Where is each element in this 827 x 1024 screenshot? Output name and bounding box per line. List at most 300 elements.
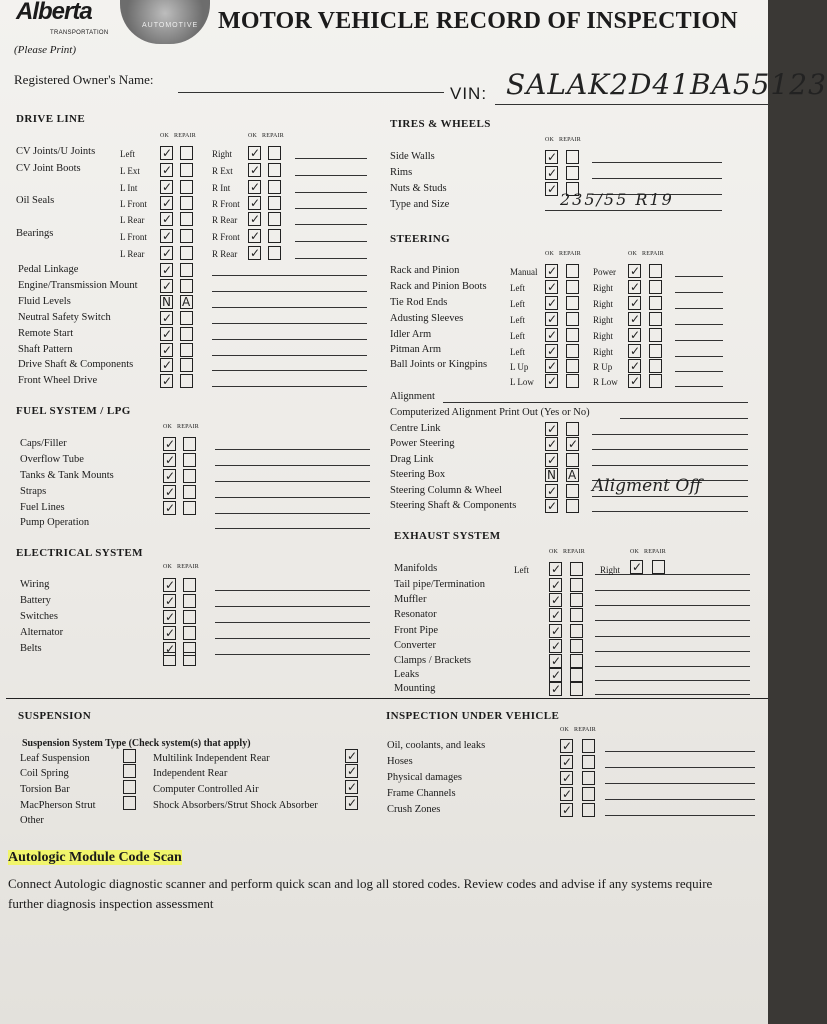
steering-ok-right[interactable] (628, 296, 641, 310)
steering-repair-left[interactable] (566, 328, 579, 342)
steering-ok-left[interactable] (545, 374, 558, 388)
check-mark: ✓ (250, 180, 261, 194)
fuel-ok[interactable] (163, 453, 176, 467)
suspension-title: SUSPENSION (18, 710, 92, 722)
drive-line-ok-right[interactable] (248, 163, 261, 177)
exhaust-notes[interactable] (595, 680, 750, 681)
tires-repair[interactable] (566, 166, 579, 180)
exhaust-repair-right[interactable] (652, 560, 665, 574)
check-mark: ✓ (162, 246, 173, 260)
steering-notes[interactable] (675, 324, 723, 325)
tires-notes[interactable] (592, 178, 722, 179)
check-mark: ✓ (165, 469, 176, 483)
steering-repair-left[interactable] (566, 312, 579, 326)
exhaust-repair[interactable] (570, 668, 583, 682)
under-vehicle-repair[interactable] (582, 787, 595, 801)
logo-text: Alberta (16, 0, 92, 25)
under-vehicle-title: INSPECTION UNDER VEHICLE (386, 710, 560, 722)
drive-line-repair[interactable] (180, 358, 193, 372)
drive-line-notes[interactable] (212, 291, 367, 292)
drive-line-notes[interactable] (212, 307, 367, 308)
drive-line-ok-left[interactable] (160, 163, 173, 177)
steering-repair-right[interactable] (649, 312, 662, 326)
row-label: Steering Column & Wheel (390, 485, 503, 496)
electrical-notes[interactable] (215, 622, 370, 623)
row-label: Oil, coolants, and leaks (387, 740, 486, 751)
drive-line-repair-left[interactable] (180, 229, 193, 243)
check-mark: ✓ (562, 739, 573, 753)
tires-notes[interactable] (592, 162, 722, 163)
repair-column-header: REPAIR (574, 727, 596, 733)
steering-ok[interactable] (545, 422, 558, 436)
drive-line-notes[interactable] (295, 258, 367, 259)
side-label-left: L Int (120, 183, 138, 193)
row-label: Neutral Safety Switch (18, 312, 111, 323)
drive-line-notes[interactable] (212, 323, 367, 324)
side-label-right: Power (593, 267, 616, 277)
drive-line-repair-left[interactable] (180, 196, 193, 210)
drive-line-notes[interactable] (295, 224, 367, 225)
check-mark: ✓ (547, 374, 558, 388)
fuel-ok[interactable] (163, 485, 176, 499)
exhaust-ok[interactable] (549, 578, 562, 592)
steering-repair-right[interactable] (649, 280, 662, 294)
vin-value[interactable]: SALAK2D41BA55123 (506, 68, 827, 101)
fuel-ok[interactable] (163, 501, 176, 515)
fluid-levels-repair[interactable] (180, 295, 193, 309)
drive-line-ok-right[interactable] (248, 196, 261, 210)
exhaust-repair[interactable] (570, 578, 583, 592)
drive-line-ok-left[interactable] (160, 229, 173, 243)
check-mark: ✓ (250, 212, 261, 226)
fuel-repair[interactable] (183, 485, 196, 499)
autologic-title-text: Autologic Module Code Scan (8, 850, 182, 865)
exhaust-ok[interactable] (549, 654, 562, 668)
drive-line-notes[interactable] (295, 241, 367, 242)
row-label: Fluid Levels (18, 296, 71, 307)
steering-ok-right[interactable] (628, 280, 641, 294)
under-vehicle-ok[interactable] (560, 755, 573, 769)
electrical-title: ELECTRICAL SYSTEM (16, 547, 143, 559)
check-mark: ✓ (547, 296, 558, 310)
ok-column-header: OK (160, 133, 170, 139)
tires-repair[interactable] (566, 150, 579, 164)
steering-box-ok[interactable] (545, 468, 558, 482)
drive-line-notes[interactable] (212, 355, 367, 356)
drive-line-notes[interactable] (212, 339, 367, 340)
alberta-logo (10, 0, 115, 42)
exhaust-repair[interactable] (570, 593, 583, 607)
owner-input-line[interactable] (178, 92, 444, 93)
drive-line-ok[interactable] (160, 374, 173, 388)
tires-ok[interactable] (545, 150, 558, 164)
check-mark: ✓ (165, 610, 176, 624)
under-vehicle-ok[interactable] (560, 739, 573, 753)
electrical-repair[interactable] (183, 652, 196, 666)
row-label: Tail pipe/Termination (394, 579, 485, 590)
exhaust-ok[interactable] (549, 624, 562, 638)
drive-line-repair-right[interactable] (268, 180, 281, 194)
drive-line-repair-left[interactable] (180, 163, 193, 177)
autologic-title (8, 850, 182, 866)
row-label: Frame Channels (387, 788, 456, 799)
steering-notes[interactable] (675, 356, 723, 357)
suspension-type-label: Suspension System Type (Check system(s) that apply) (22, 738, 251, 749)
steering-ok-left[interactable] (545, 280, 558, 294)
drive-line-ok-left[interactable] (160, 180, 173, 194)
steering-ok-left[interactable] (545, 344, 558, 358)
row-label: Crush Zones (387, 804, 441, 815)
exhaust-ok-right[interactable] (630, 560, 643, 574)
electrical-repair[interactable] (183, 578, 196, 592)
steering-repair[interactable] (566, 453, 579, 467)
section-divider (6, 698, 768, 699)
steering-ok-right[interactable] (628, 312, 641, 326)
row-label: Battery (20, 595, 51, 606)
drive-line-notes[interactable] (295, 192, 367, 193)
under-vehicle-notes[interactable] (605, 767, 755, 768)
side-label-left: Left (510, 315, 525, 325)
check-mark: ✓ (162, 180, 173, 194)
drive-line-ok[interactable] (160, 358, 173, 372)
drive-line-notes[interactable] (212, 386, 367, 387)
drive-line-ok-right[interactable] (248, 180, 261, 194)
exhaust-repair[interactable] (570, 562, 583, 576)
steering-ok-right[interactable] (628, 264, 641, 278)
drive-line-repair-left[interactable] (180, 246, 193, 260)
check-mark: ✓ (568, 437, 579, 451)
drive-line-repair[interactable] (180, 343, 193, 357)
row-label: Tie Rod Ends (390, 297, 448, 308)
exhaust-ok[interactable] (549, 639, 562, 653)
steering-box-repair[interactable] (566, 468, 579, 482)
row-label: Overflow Tube (20, 454, 84, 465)
tires-ok[interactable] (545, 166, 558, 180)
row-label: Side Walls (390, 151, 435, 162)
exhaust-notes[interactable] (595, 666, 750, 667)
repair-column-header: REPAIR (177, 424, 199, 430)
exhaust-title: EXHAUST SYSTEM (394, 530, 501, 542)
steering-ok-right[interactable] (628, 374, 641, 388)
side-label-left: L Up (510, 362, 529, 372)
exhaust-ok[interactable] (549, 668, 562, 682)
electrical-ok[interactable] (163, 652, 176, 666)
steering-notes[interactable] (592, 434, 748, 435)
electrical-notes[interactable] (215, 638, 370, 639)
steering-repair-right[interactable] (649, 264, 662, 278)
steering-ok[interactable] (545, 499, 558, 513)
drive-line-ok-right[interactable] (248, 246, 261, 260)
drive-line-ok[interactable] (160, 327, 173, 341)
drive-line-repair[interactable] (180, 374, 193, 388)
row-label: Rack and Pinion (390, 265, 460, 276)
drive-line-notes[interactable] (295, 208, 367, 209)
exhaust-notes[interactable] (595, 694, 750, 695)
steering-notes[interactable] (675, 371, 723, 372)
please-print: (Please Print) (14, 44, 77, 56)
steering-notes[interactable] (675, 340, 723, 341)
steering-repair[interactable] (566, 499, 579, 513)
steering-ok-left[interactable] (545, 296, 558, 310)
exhaust-ok[interactable] (549, 593, 562, 607)
suspension-type-checkbox[interactable] (345, 749, 358, 763)
check-mark: ✓ (562, 755, 573, 769)
fuel-notes[interactable] (215, 528, 370, 529)
drive-line-repair-right[interactable] (268, 246, 281, 260)
drive-line-repair-right[interactable] (268, 212, 281, 226)
steering-repair-left[interactable] (566, 344, 579, 358)
drive-line-ok[interactable] (160, 311, 173, 325)
side-label-right: R Low (593, 377, 618, 387)
drive-line-ok-left[interactable] (160, 196, 173, 210)
row-label: Shaft Pattern (18, 344, 73, 355)
exhaust-ok[interactable] (549, 608, 562, 622)
steering-repair-left[interactable] (566, 264, 579, 278)
drive-line-ok-right[interactable] (248, 229, 261, 243)
drive-line-notes[interactable] (212, 370, 367, 371)
steering-notes[interactable] (675, 308, 723, 309)
owner-label: Registered Owner's Name: (14, 72, 154, 87)
drive-line-repair-left[interactable] (180, 212, 193, 226)
steering-repair[interactable] (566, 484, 579, 498)
alignment-printout-line[interactable] (620, 418, 748, 419)
check-mark: ✓ (547, 344, 558, 358)
vin-underline (495, 104, 768, 105)
check-mark: ✓ (162, 196, 173, 210)
steering-notes[interactable] (592, 449, 748, 450)
steering-ok[interactable] (545, 437, 558, 451)
side-label-left: Left (510, 347, 525, 357)
steering-notes[interactable] (675, 276, 723, 277)
suspension-type-checkbox[interactable] (123, 749, 136, 763)
under-vehicle-notes[interactable] (605, 815, 755, 816)
suspension-type-checkbox[interactable] (345, 780, 358, 794)
row-label: Power Steering (390, 438, 455, 449)
check-mark: ✓ (551, 624, 562, 638)
check-mark: ✓ (551, 562, 562, 576)
row-label: Caps/Filler (20, 438, 67, 449)
drive-line-repair-right[interactable] (268, 163, 281, 177)
steering-repair-left[interactable] (566, 359, 579, 373)
steering-ok-left[interactable] (545, 264, 558, 278)
check-mark: ✓ (250, 246, 261, 260)
under-vehicle-repair[interactable] (582, 771, 595, 785)
check-mark: ✓ (547, 484, 558, 498)
suspension-type-checkbox[interactable] (345, 764, 358, 778)
steering-ok[interactable] (545, 453, 558, 467)
drive-line-ok-left[interactable] (160, 246, 173, 260)
suspension-type-checkbox[interactable] (345, 796, 358, 810)
under-vehicle-repair[interactable] (582, 739, 595, 753)
side-label-right: Right (593, 299, 614, 309)
steering-repair-right[interactable] (649, 359, 662, 373)
fuel-notes[interactable] (215, 449, 370, 450)
row-label: Engine/Transmission Mount (18, 280, 138, 291)
electrical-repair[interactable] (183, 594, 196, 608)
row-label: Physical damages (387, 772, 462, 783)
exhaust-repair[interactable] (570, 682, 583, 696)
drive-line-notes[interactable] (212, 275, 367, 276)
steering-repair[interactable] (566, 437, 579, 451)
check-mark: A (182, 295, 191, 309)
exhaust-repair[interactable] (570, 654, 583, 668)
logo-subtext: TRANSPORTATION (50, 30, 109, 36)
side-label-right: Right (600, 565, 621, 575)
side-label-right: R Up (593, 362, 613, 372)
steering-notes[interactable] (592, 511, 748, 512)
under-vehicle-ok[interactable] (560, 771, 573, 785)
side-label-left: Manual (510, 267, 538, 277)
fuel-notes[interactable] (215, 465, 370, 466)
ok-column-header: OK (630, 549, 640, 555)
side-label-left: L Low (510, 377, 534, 387)
steering-ok-left[interactable] (545, 312, 558, 326)
steering-repair[interactable] (566, 422, 579, 436)
drive-line-notes[interactable] (295, 175, 367, 176)
check-mark: ✓ (562, 771, 573, 785)
alignment-line[interactable] (443, 402, 748, 403)
drive-line-ok[interactable] (160, 343, 173, 357)
under-vehicle-repair[interactable] (582, 803, 595, 817)
steering-ok[interactable] (545, 484, 558, 498)
steering-repair-left[interactable] (566, 296, 579, 310)
exhaust-ok[interactable] (549, 562, 562, 576)
row-label: Steering Shaft & Components (390, 500, 517, 511)
check-mark: ✓ (630, 374, 641, 388)
steering-repair-right[interactable] (649, 344, 662, 358)
steering-repair-right[interactable] (649, 328, 662, 342)
steering-repair-left[interactable] (566, 374, 579, 388)
drive-line-ok-left[interactable] (160, 146, 173, 160)
check-mark: ✓ (162, 263, 173, 277)
check-mark: ✓ (165, 453, 176, 467)
side-label-right: Right (593, 331, 614, 341)
drive-line-repair-right[interactable] (268, 229, 281, 243)
row-label: CV Joint Boots (16, 163, 81, 174)
drive-line-ok[interactable] (160, 279, 173, 293)
exhaust-repair[interactable] (570, 639, 583, 653)
drive-line-repair[interactable] (180, 263, 193, 277)
check-mark: ✓ (347, 749, 358, 763)
fuel-repair[interactable] (183, 437, 196, 451)
electrical-notes[interactable] (215, 606, 370, 607)
automotive-badge (120, 0, 210, 44)
electrical-repair[interactable] (183, 610, 196, 624)
under-vehicle-repair[interactable] (582, 755, 595, 769)
drive-line-title: DRIVE LINE (16, 113, 86, 125)
drive-line-ok-left[interactable] (160, 212, 173, 226)
row-label: Fuel Lines (20, 502, 65, 513)
under-vehicle-notes[interactable] (605, 751, 755, 752)
tires-ok[interactable] (545, 182, 558, 196)
fuel-repair[interactable] (183, 501, 196, 515)
under-vehicle-notes[interactable] (605, 783, 755, 784)
type-size-line[interactable] (545, 210, 722, 211)
exhaust-notes[interactable] (595, 590, 750, 591)
under-vehicle-ok[interactable] (560, 803, 573, 817)
steering-repair-right[interactable] (649, 374, 662, 388)
check-mark: ✓ (250, 229, 261, 243)
exhaust-repair[interactable] (570, 624, 583, 638)
drive-line-repair-right[interactable] (268, 196, 281, 210)
electrical-notes[interactable] (215, 590, 370, 591)
check-mark: ✓ (547, 499, 558, 513)
steering-ok-right[interactable] (628, 344, 641, 358)
electrical-notes[interactable] (215, 654, 370, 655)
check-mark: ✓ (165, 578, 176, 592)
fuel-repair[interactable] (183, 469, 196, 483)
steering-repair-left[interactable] (566, 280, 579, 294)
steering-ok-left[interactable] (545, 328, 558, 342)
fuel-notes[interactable] (215, 481, 370, 482)
exhaust-notes[interactable] (595, 636, 750, 637)
under-vehicle-notes[interactable] (605, 799, 755, 800)
suspension-type-checkbox[interactable] (123, 796, 136, 810)
row-label: Nuts & Studs (390, 183, 447, 194)
electrical-ok[interactable] (163, 594, 176, 608)
drive-line-repair-left[interactable] (180, 146, 193, 160)
exhaust-notes[interactable] (595, 651, 750, 652)
electrical-ok[interactable] (163, 578, 176, 592)
under-vehicle-ok[interactable] (560, 787, 573, 801)
suspension-type-checkbox[interactable] (123, 764, 136, 778)
steering-ok-left[interactable] (545, 359, 558, 373)
drive-line-notes[interactable] (295, 158, 367, 159)
drive-line-ok-right[interactable] (248, 212, 261, 226)
steering-repair-right[interactable] (649, 296, 662, 310)
steering-notes[interactable] (592, 496, 748, 497)
check-mark: ✓ (162, 229, 173, 243)
exhaust-notes[interactable] (595, 605, 750, 606)
fuel-notes[interactable] (215, 497, 370, 498)
drive-line-ok-right[interactable] (248, 146, 261, 160)
fuel-repair[interactable] (183, 453, 196, 467)
check-mark: ✓ (562, 787, 573, 801)
row-label: Ball Joints or Kingpins (390, 359, 488, 370)
drive-line-repair-left[interactable] (180, 180, 193, 194)
electrical-ok[interactable] (163, 626, 176, 640)
drive-line-repair[interactable] (180, 327, 193, 341)
steering-notes[interactable] (592, 465, 748, 466)
vin-label: VIN: (450, 84, 488, 103)
drive-line-ok[interactable] (160, 263, 173, 277)
repair-column-header: REPAIR (563, 549, 585, 555)
row-label: Front Pipe (394, 625, 439, 636)
electrical-repair[interactable] (183, 626, 196, 640)
check-mark: ✓ (165, 594, 176, 608)
drive-line-repair[interactable] (180, 279, 193, 293)
fluid-levels-ok[interactable] (160, 295, 173, 309)
check-mark: ✓ (630, 344, 641, 358)
autologic-text: Connect Autologic diagnostic scanner and perform quick scan and log all stored codes. Review codes and advise if any systems require further diagnosis inspection assessment (8, 876, 713, 911)
suspension-type-checkbox[interactable] (123, 780, 136, 794)
steering-ok-right[interactable] (628, 328, 641, 342)
drive-line-repair[interactable] (180, 311, 193, 325)
exhaust-ok[interactable] (549, 682, 562, 696)
steering-ok-right[interactable] (628, 359, 641, 373)
fuel-notes[interactable] (215, 513, 370, 514)
row-label: Pitman Arm (390, 344, 442, 355)
exhaust-repair[interactable] (570, 608, 583, 622)
side-label-right: R Rear (212, 249, 238, 259)
steering-notes[interactable] (675, 292, 723, 293)
exhaust-notes[interactable] (595, 620, 750, 621)
steering-notes[interactable] (675, 386, 723, 387)
drive-line-repair-right[interactable] (268, 146, 281, 160)
fuel-ok[interactable] (163, 437, 176, 451)
electrical-ok[interactable] (163, 610, 176, 624)
fuel-ok[interactable] (163, 469, 176, 483)
